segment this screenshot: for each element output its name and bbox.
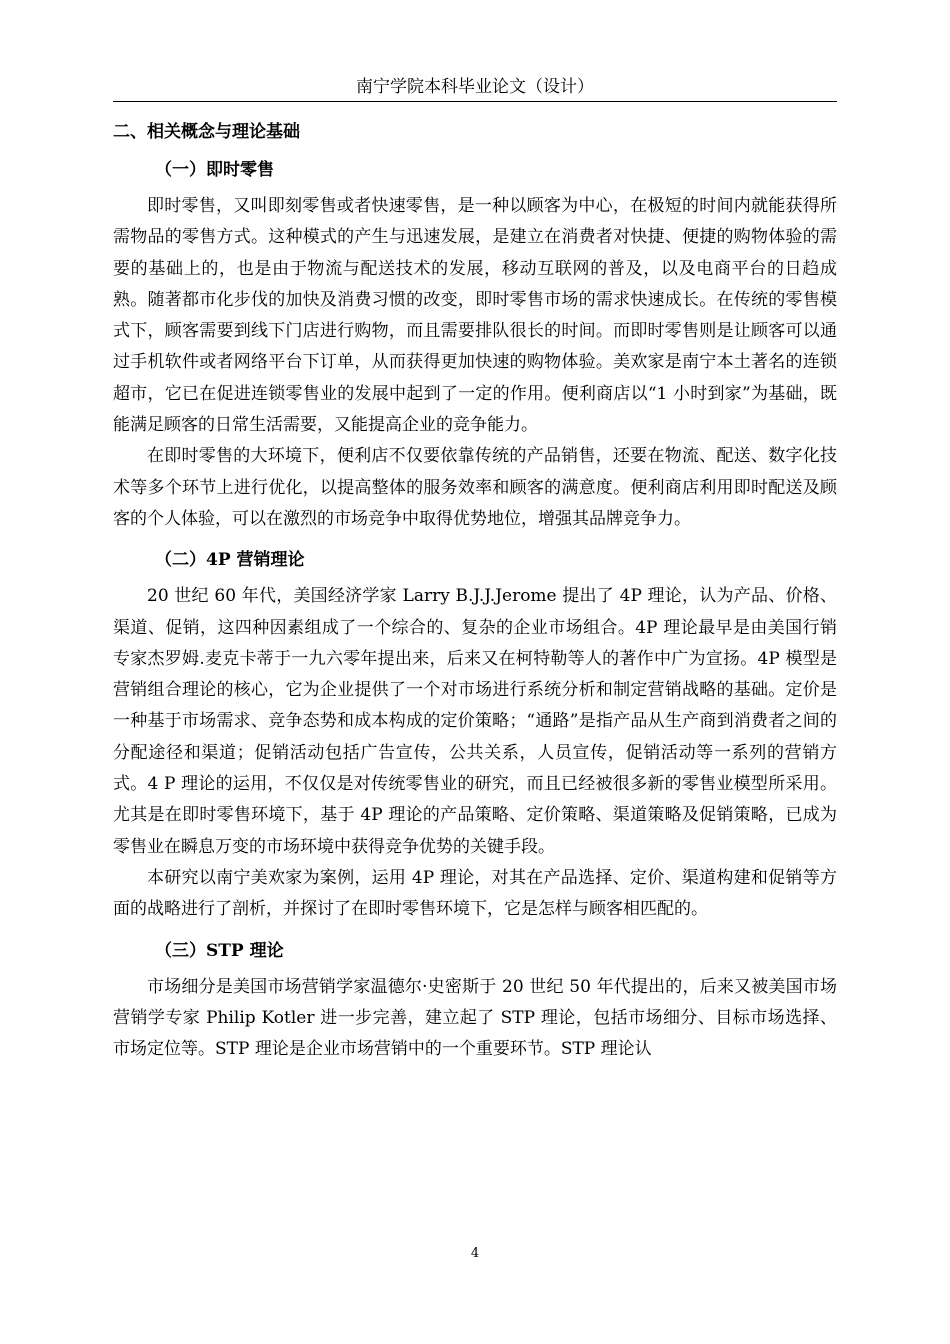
section-heading: 二、相关概念与理论基础	[113, 122, 300, 142]
page-header: 南宁学院本科毕业论文（设计）	[356, 77, 594, 97]
header-divider	[113, 101, 837, 102]
subsection-heading-instant-retail: （一）即时零售	[155, 160, 274, 180]
subsection-heading-stp-theory: （三）STP 理论	[155, 940, 284, 961]
paragraph: 在即时零售的大环境下，便利店不仅要依靠传统的产品销售，还要在物流、配送、数字化技术等多个环节上进行优化，以提高整体的服务效率和顾客的满意度。便利商店利用即时配送及顾客的个人体验，可以在激烈的市场竞争中取得优势地位，增强其品牌竞争力。	[113, 446, 837, 529]
page-body	[113, 113, 837, 1065]
paragraph: 即时零售，又叫即刻零售或者快速零售，是一种以顾客为中心，在极短的时间内就能获得所需物品的零售方式。这种模式的产生与迅速发展，是建立在消费者对快捷、便捷的购物体验的需要的基础上的，也是由于物流与配送技术的发展，移动互联网的普及，以及电商平台的日趋成熟。随著都市化步伐的加快及消费习惯的改变，即时零售市场的需求快速成长。在传统的零售模式下，顾客需要到线下门店进行购物，而且需要排队很长的时间。而即时零售则是让顾客可以通过手机软件或者网络平台下订单，从而获得更加快速的购物体验。美欢家是南宁本土著名的连锁超市，它已在促进连锁零售业的发展中起到了一定的作用。便利商店以“1 小时到家”为基础，既能满足顾客的日常生活需要，又能提高企业的竞争能力。	[113, 196, 837, 436]
paragraph: 本研究以南宁美欢家为案例，运用 4P 理论，对其在产品选择、定价、渠道构建和促销等方面的战略进行了剖析，并探讨了在即时零售环境下，它是怎样与顾客相匹配的。	[113, 867, 837, 920]
page-number: 4	[470, 1246, 480, 1261]
paragraph: 市场细分是美国市场营销学家温德尔·史密斯于 20 世纪 50 年代提出的，后来又被美国市场营销学专家 Philip Kotler 进一步完善，建立起了 STP 理论，包括市场细分、目标市场选择、市场定位等。STP 理论是企业市场营销中的一个重要环节。STP 理论认	[113, 976, 837, 1060]
paragraph: 20 世纪 60 年代，美国经济学家 Larry B.J.J.Jerome 提出了 4P 理论，认为产品、价格、渠道、促销，这四种因素组成了一个综合的、复杂的企业市场组合。4P 理论最早是由美国行销专家杰罗姆.麦克卡蒂于一九六零年提出来，后来又在柯特勒等人的著作中广为宣扬。4P 模型是营销组合理论的核心，它为企业提供了一个对市场进行系统分析和制定营销战略的基础。定价是一种基于市场需求、竞争态势和成本构成的定价策略；“通路”是指产品从生产商到消费者之间的分配途径和渠道；促销活动包括广告宣传，公共关系，人员宣传，促销活动等一系列的营销方式。4 P 理论的运用，不仅仅是对传统零售业的研究，而且已经被很多新的零售业模型所采用。尤其是在即时零售环境下，基于 4P 理论的产品策略、定价策略、渠道策略及促销策略，已成为零售业在瞬息万变的市场环境中获得竞争优势的关键手段。	[113, 586, 837, 857]
subsection-heading-4p-theory: （二）4P 营销理论	[155, 550, 305, 571]
